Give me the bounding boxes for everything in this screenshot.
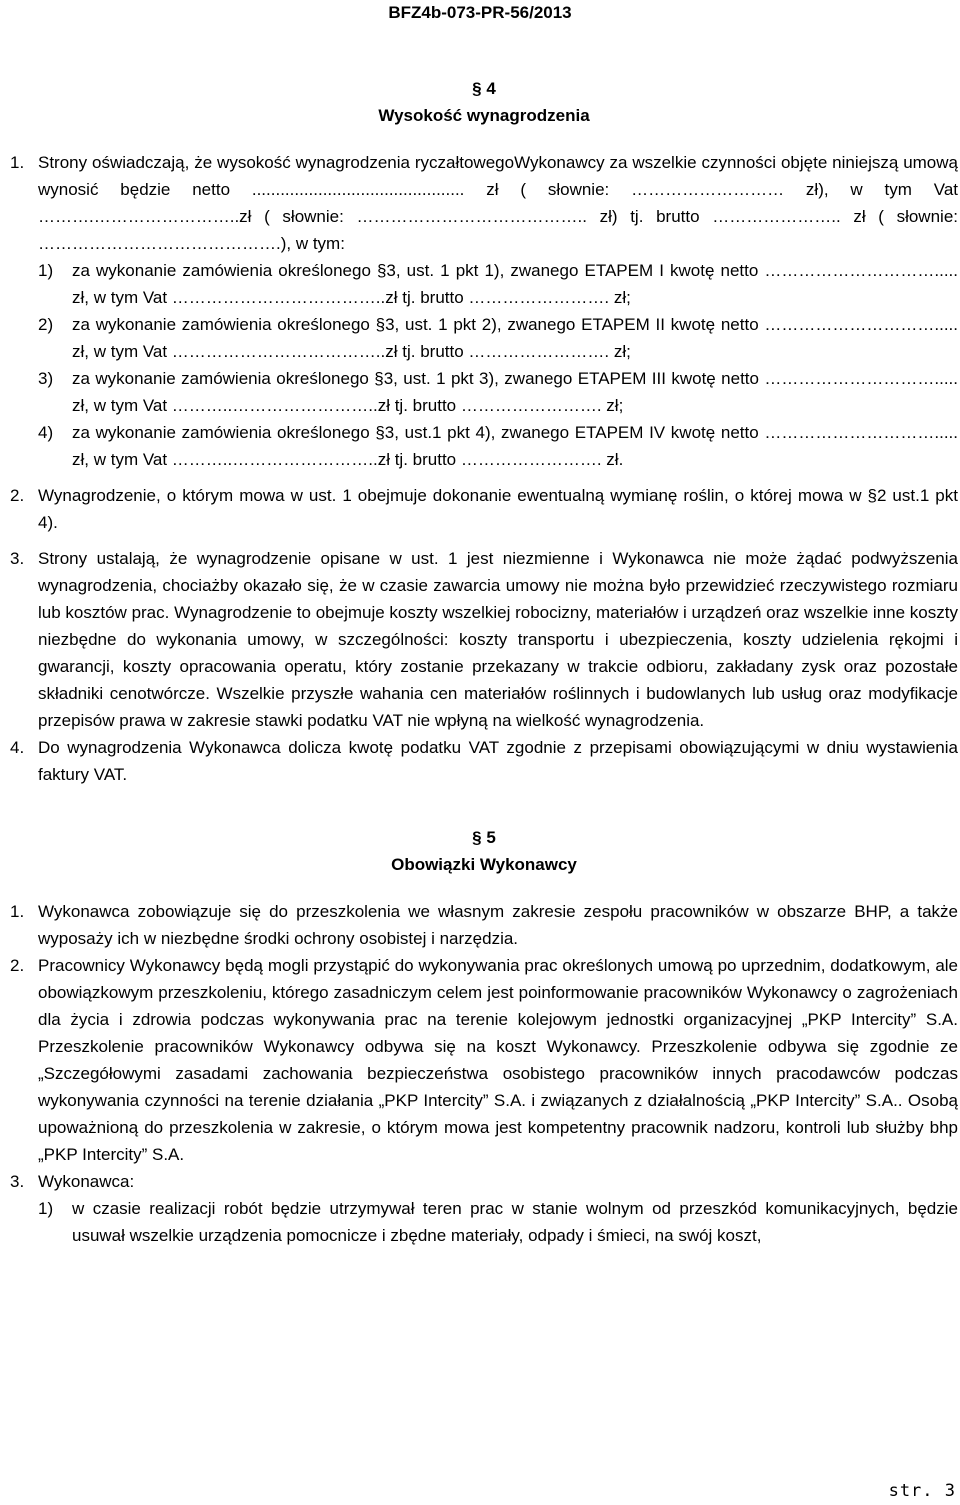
section-4-title: Wysokość wynagrodzenia <box>378 106 590 125</box>
sub-text: za wykonanie zamówienia określonego §3, ust. 1 pkt 2), zwanego ETAPEM II kwotę netto …………………………..... zł, w tym Vat ………………………………..zł tj. brutto ……………………. zł; <box>72 315 958 361</box>
s5-item-2 <box>10 952 958 1168</box>
s4-item-1-text: Strony oświadczają, że wysokość wynagrodzenia ryczałtowegoWykonawcy za wszelkie czynności objęte niniejszą umową wynosić będzie netto ............................................. zł ( słownie: ……………………… zł), w tym Vat ……….……………………..zł ( słownie: ………………………………….. zł) tj. brutto ………………….. zł ( słownie: …………………………………….), w tym: <box>38 153 958 253</box>
s5-item-1-text: Wykonawca zobowiązuje się do przeszkolenia we własnym zakresie zespołu pracowników w obszarze BHP, a także wyposaży ich w niezbędne środki ochrony osobistej i narzędzia. <box>38 902 958 948</box>
sub-text: w czasie realizacji robót będzie utrzymywał teren prac w stanie wolnym od przeszkód komunikacyjnych, będzie usuwał wszelkie urządzenia pomocnicze i zbędne materiały, odpady i śmieci, na swój koszt, <box>72 1199 958 1245</box>
s4-item-3-text: Strony ustalają, że wynagrodzenie opisane w ust. 1 jest niezmienne i Wykonawca nie może żądać podwyższenia wynagrodzenia, chociażby okazało się, że w czasie zawarcia umowy nie można było przewidzieć rzeczywistego rozmiaru lub kosztów prac. Wynagrodzenie to obejmuje koszty wszelkiej robocizny, materiałów i urządzeń oraz wszelkie inne koszty niezbędne do wykonania umowy, w szczególności: koszty transportu i ubezpieczenia, koszty udzielenia rękojmi i gwarancji, koszty opracowania operatu, który zostanie przekazany w trakcie odbioru, zakładany zysk oraz pozostałe składniki cenotwórcze. Wszelkie przyszłe wahania cen materiałów roślinnych i budowlanych lub usług oraz modyfikacje przepisów prawa w zakresie stawki podatku VAT nie wpłyną na wielkość wynagrodzenia. <box>38 549 958 730</box>
s4-item-3-number: 3. <box>10 549 25 568</box>
sub-number: 4) <box>38 423 54 442</box>
s5-item-1 <box>10 898 958 952</box>
document-id: BFZ4b-073-PR-56/2013 <box>388 3 572 22</box>
s5-item-1-number: 1. <box>10 902 25 921</box>
sub-number: 2) <box>38 315 54 334</box>
s5-item-2-number: 2. <box>10 956 25 975</box>
s5-item-3 <box>10 1168 958 1249</box>
s4-item-4-text: Do wynagrodzenia Wykonawca dolicza kwotę podatku VAT zgodnie z przepisami obowiązującymi w dniu wystawienia faktury VAT. <box>38 738 958 784</box>
document-page <box>0 75 960 1249</box>
s4-item-4 <box>10 734 958 788</box>
s4-item-1-sub-2 <box>38 311 958 365</box>
s4-item-2-number: 2. <box>10 486 25 505</box>
section-5-title: Obowiązki Wykonawcy <box>391 855 577 874</box>
s5-item-3-text: Wykonawca: <box>38 1172 135 1191</box>
s4-item-1 <box>10 149 958 473</box>
sub-text: za wykonanie zamówienia określonego §3, ust.1 pkt 4), zwanego ETAPEM IV kwotę netto …………………………..... zł, w tym Vat ………..……………………..zł tj. brutto ……………………. zł. <box>72 423 958 469</box>
s4-item-3 <box>10 545 958 734</box>
s4-item-1-sub-1 <box>38 257 958 311</box>
sub-text: za wykonanie zamówienia określonego §3, ust. 1 pkt 1), zwanego ETAPEM I kwotę netto …………………………..... zł, w tym Vat ………………………………..zł tj. brutto ……………………. zł; <box>72 261 958 307</box>
section-4-number: § 4 <box>472 79 496 98</box>
sub-number: 1) <box>38 1199 54 1218</box>
s4-item-2 <box>10 482 958 536</box>
s4-item-1-sub-4 <box>38 419 958 473</box>
s4-item-1-sub-3 <box>38 365 958 419</box>
page-number: str. 3 <box>888 1481 956 1501</box>
s5-item-3-number: 3. <box>10 1172 25 1191</box>
s4-item-1-number: 1. <box>10 153 25 172</box>
section-5-number: § 5 <box>472 828 496 847</box>
sub-text: za wykonanie zamówienia określonego §3, ust. 1 pkt 3), zwanego ETAPEM III kwotę netto …………………………..... zł, w tym Vat ………..……………………..zł tj. brutto ……………………. zł; <box>72 369 958 415</box>
sub-number: 3) <box>38 369 54 388</box>
s5-item-3-sub-1 <box>38 1195 958 1249</box>
s4-item-2-text: Wynagrodzenie, o którym mowa w ust. 1 obejmuje dokonanie ewentualną wymianę roślin, o której mowa w §2 ust.1 pkt 4). <box>38 486 958 532</box>
sub-number: 1) <box>38 261 54 280</box>
s4-item-4-number: 4. <box>10 738 25 757</box>
s5-item-2-text: Pracownicy Wykonawcy będą mogli przystąpić do wykonywania prac określonych umową po uprzednim, dodatkowym, ale obowiązkowym przeszkoleniu, którego zasadniczym celem jest poinformowanie pracowników Wykonawcy o zagrożeniach dla życia i zdrowia podczas wykonywania prac na terenie kolejowym jednostki organizacyjnej „PKP Intercity” S.A. Przeszkolenie pracowników Wykonawcy odbywa się na koszt Wykonawcy. Przeszkolenie odbywa się zgodnie ze „Szczegółowymi zasadami zachowania bezpieczeństwa osobistego pracowników innych pracodawców podczas wykonywania czynności na terenie działania „PKP Intercity” S.A. i związanych z działalnością „PKP Intercity” S.A.. Osobą upoważnioną do przeszkolenia w zakresie, o którym mowa jest kompetentny pracownik nadzoru, kontroli lub służby bhp „PKP Intercity” S.A. <box>38 956 958 1164</box>
